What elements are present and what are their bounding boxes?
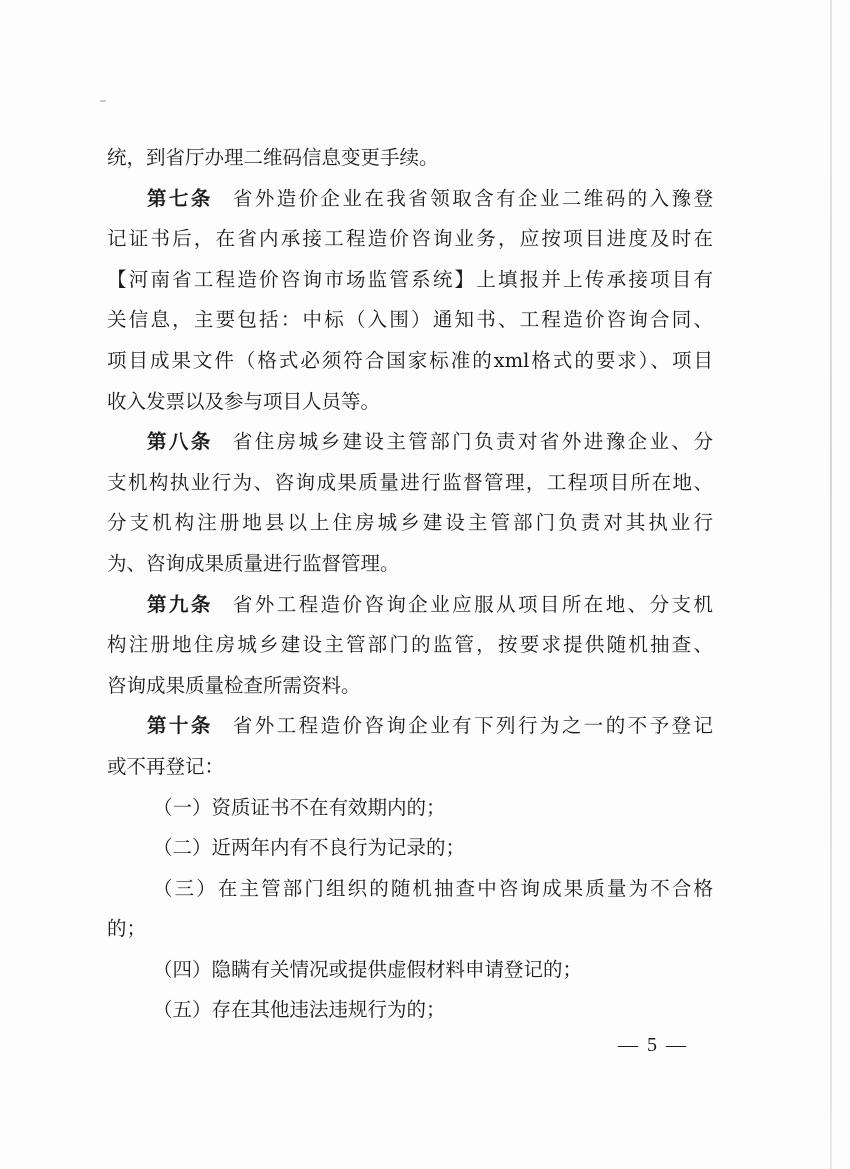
article-heading: 第九条 [147, 592, 213, 616]
list-item-continuation: 的； [107, 917, 147, 941]
list-item: （五）存在其他违法违规行为的； [153, 998, 446, 1022]
paragraph-line: 收入发票以及参与项目人员等。 [107, 389, 381, 413]
page-number: — 5 — [618, 1034, 688, 1056]
paragraph-line: 记证书后，在省内承接工程造价咨询业务，应按项目进度及时在 [107, 227, 713, 251]
scan-mark [100, 100, 106, 102]
paragraph-line: 支机构执业行为、咨询成果质量进行监督管理，工程项目所在地、 [107, 470, 713, 494]
paragraph-line: 项目成果文件（格式必须符合国家标准的xml格式的要求）、项目 [107, 348, 713, 372]
list-item: （二）近两年内有不良行为记录的； [153, 836, 466, 860]
article-first-line [107, 585, 713, 626]
article-text: 省外工程造价咨询企业有下列行为之一的不予登记 [232, 714, 713, 738]
article-first-line [107, 706, 713, 747]
paragraph-line: 统，到省厅办理二维码信息变更手续。 [107, 146, 439, 169]
paragraph-line: 关信息，主要包括：中标（入围）通知书、工程造价咨询合同、 [107, 308, 713, 332]
list-item: （四）隐瞒有关情况或提供虚假材料申请登记的； [153, 957, 583, 981]
article-first-line [107, 422, 713, 463]
article-text: 省外工程造价咨询企业应服从项目所在地、分支机 [232, 592, 713, 616]
paragraph-line: 为、咨询成果质量进行监督管理。 [107, 551, 400, 575]
body-text [107, 138, 713, 1031]
article-heading: 第七条 [147, 186, 213, 210]
paragraph-line: 【河南省工程造价咨询市场监管系统】上填报并上传承接项目有 [107, 267, 713, 291]
paragraph-line: 咨询成果质量检查所需资料。 [107, 673, 361, 697]
list-item: （一）资质证书不在有效期内的； [153, 795, 446, 819]
article-text: 省外造价企业在我省领取含有企业二维码的入豫登 [232, 186, 713, 210]
article-first-line [107, 179, 713, 220]
paragraph-line: 或不再登记： [107, 754, 225, 778]
paragraph-line: 构注册地住房城乡建设主管部门的监管，按要求提供随机抽查、 [107, 633, 713, 657]
article-heading: 第十条 [147, 714, 213, 738]
scan-edge-line [830, 0, 832, 1169]
list-item: （三）在主管部门组织的随机抽查中咨询成果质量为不合格 [153, 876, 713, 900]
article-heading: 第八条 [147, 430, 213, 454]
paragraph-line: 分支机构注册地县以上住房城乡建设主管部门负责对其执业行 [107, 511, 713, 535]
article-text: 省住房城乡建设主管部门负责对省外进豫企业、分 [232, 430, 713, 454]
